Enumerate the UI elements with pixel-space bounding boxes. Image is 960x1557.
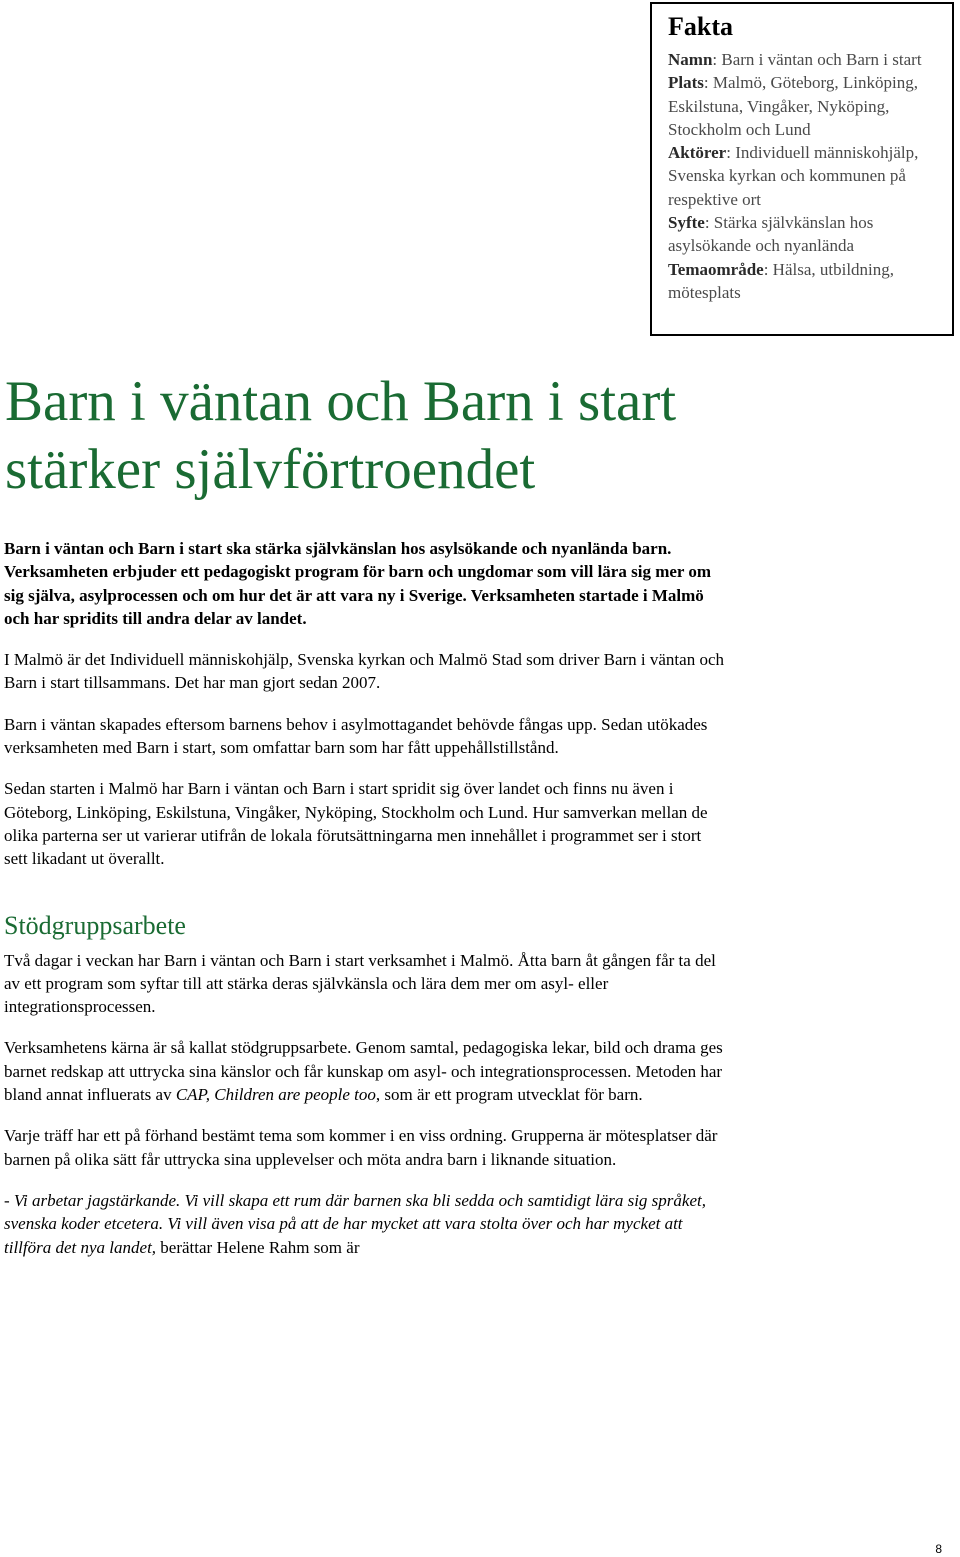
quote: - Vi arbetar jagstärkande. Vi vill skapa ett rum där barnen ska bli sedda och samtidigt lära sig språket, svenska koder etcetera. Vi vill även visa på att de har mycket att vara stolta över och har mycket att tillföra det nya landet, bbox=[4, 1190, 706, 1257]
article-title: Barn i väntan och Barn i start stärker självförtroendet bbox=[5, 370, 677, 501]
fact-row-actors bbox=[668, 141, 942, 211]
fact-label: Namn bbox=[668, 50, 713, 69]
fact-label: Temaområde bbox=[668, 259, 764, 279]
fact-box-body bbox=[668, 48, 942, 304]
fact-row-place bbox=[668, 71, 942, 141]
fact-row-theme bbox=[668, 258, 942, 305]
fact-label: Plats bbox=[668, 73, 704, 93]
paragraph: Varje träff har ett på förhand bestämt tema som kommer i en viss ordning. Grupperna är mötesplatser där barnen på olika sätt får uttrycka sina upplevelser och möta andra barn i liknande situation. bbox=[4, 1126, 718, 1169]
paragraph: Sedan starten i Malmö har Barn i väntan och Barn i start spridit sig över landet och finns nu även i Göteborg, Linköping, Eskilstuna, Vingåker, Nyköping, Stockholm och Lund. Hur samverkan mellan de olika parterna ser ut varierar utifrån de lokala förutsättningarna men innehållet i programmet ser i stort sett likadant ut överallt. bbox=[4, 779, 708, 869]
fact-value: : Hälsa, utbildning, mötesplats bbox=[668, 259, 895, 302]
fact-box-title: Fakta bbox=[668, 12, 733, 41]
fact-value: : Malmö, Göteborg, Linköping, Eskilstuna, Vingåker, Nyköping, Stockholm och Lund bbox=[668, 73, 918, 139]
article-body bbox=[4, 537, 724, 1259]
fact-label: Syfte bbox=[668, 213, 705, 233]
paragraph: I Malmö är det Individuell människohjälp, Svenska kyrkan och Malmö Stad som driver Barn i väntan och Barn i start tillsammans. Det har man gjort sedan 2007. bbox=[4, 650, 724, 693]
section-heading: Stödgruppsarbete bbox=[4, 910, 186, 940]
fact-value: : Barn i väntan och Barn i start bbox=[712, 50, 922, 69]
page-number: 8 bbox=[935, 1542, 942, 1556]
fact-value: : Stärka självkänslan hos asylsökande och nyanlända bbox=[668, 213, 874, 256]
paragraph: Två dagar i veckan har Barn i väntan och Barn i start verksamhet i Malmö. Åtta barn åt gången får ta del av ett program som syftar till att stärka deras självkänsla och lära dem mer om asyl- eller integrationsprocessen. bbox=[4, 950, 716, 1017]
fact-row-purpose bbox=[668, 211, 942, 258]
fact-box bbox=[650, 2, 954, 336]
program-name: CAP, Children are people too bbox=[175, 1085, 376, 1105]
paragraph: Barn i väntan skapades eftersom barnens behov i asylmottagandet behövde fångas upp. Sedan utökades verksamheten med Barn i start, som omfattar barn som har fått uppehållstillstånd. bbox=[4, 714, 708, 758]
paragraph: Verksamhetens kärna är så kallat stödgruppsarbete. Genom samtal, pedagogiska lekar, bild och drama ges barnet redskap att uttrycka sina känslor och får kunskap om asyl- och integrationsprocessen. Metoden har bland annat influerats av CAP, Children are people too, som är ett program utvecklat för barn. bbox=[4, 1038, 723, 1105]
article-lead: Barn i väntan och Barn i start ska stärka självkänslan hos asylsökande och nyanlända barn. Verksamheten erbjuder ett pedagogiskt program för barn och ungdomar som vill lära sig mer om sig själva, asylprocessen och om hur det är att vara ny i Sverige. Verksamheten startade i Malmö och har spridits till andra delar av landet. bbox=[4, 539, 712, 628]
fact-row-name bbox=[668, 48, 942, 71]
fact-value: : Individuell människohjälp, Svenska kyrkan och kommunen på respektive ort bbox=[668, 143, 919, 209]
fact-label: Aktörer bbox=[668, 143, 727, 163]
quote-paragraph: - Vi arbetar jagstärkande. Vi vill skapa ett rum där barnen ska bli sedda och samtidigt lära sig språket, svenska koder etcetera. Vi vill även visa på att de har mycket att vara stolta över och har mycket att tillföra det nya landet, berättar Helene Rahm som är bbox=[4, 1190, 706, 1257]
